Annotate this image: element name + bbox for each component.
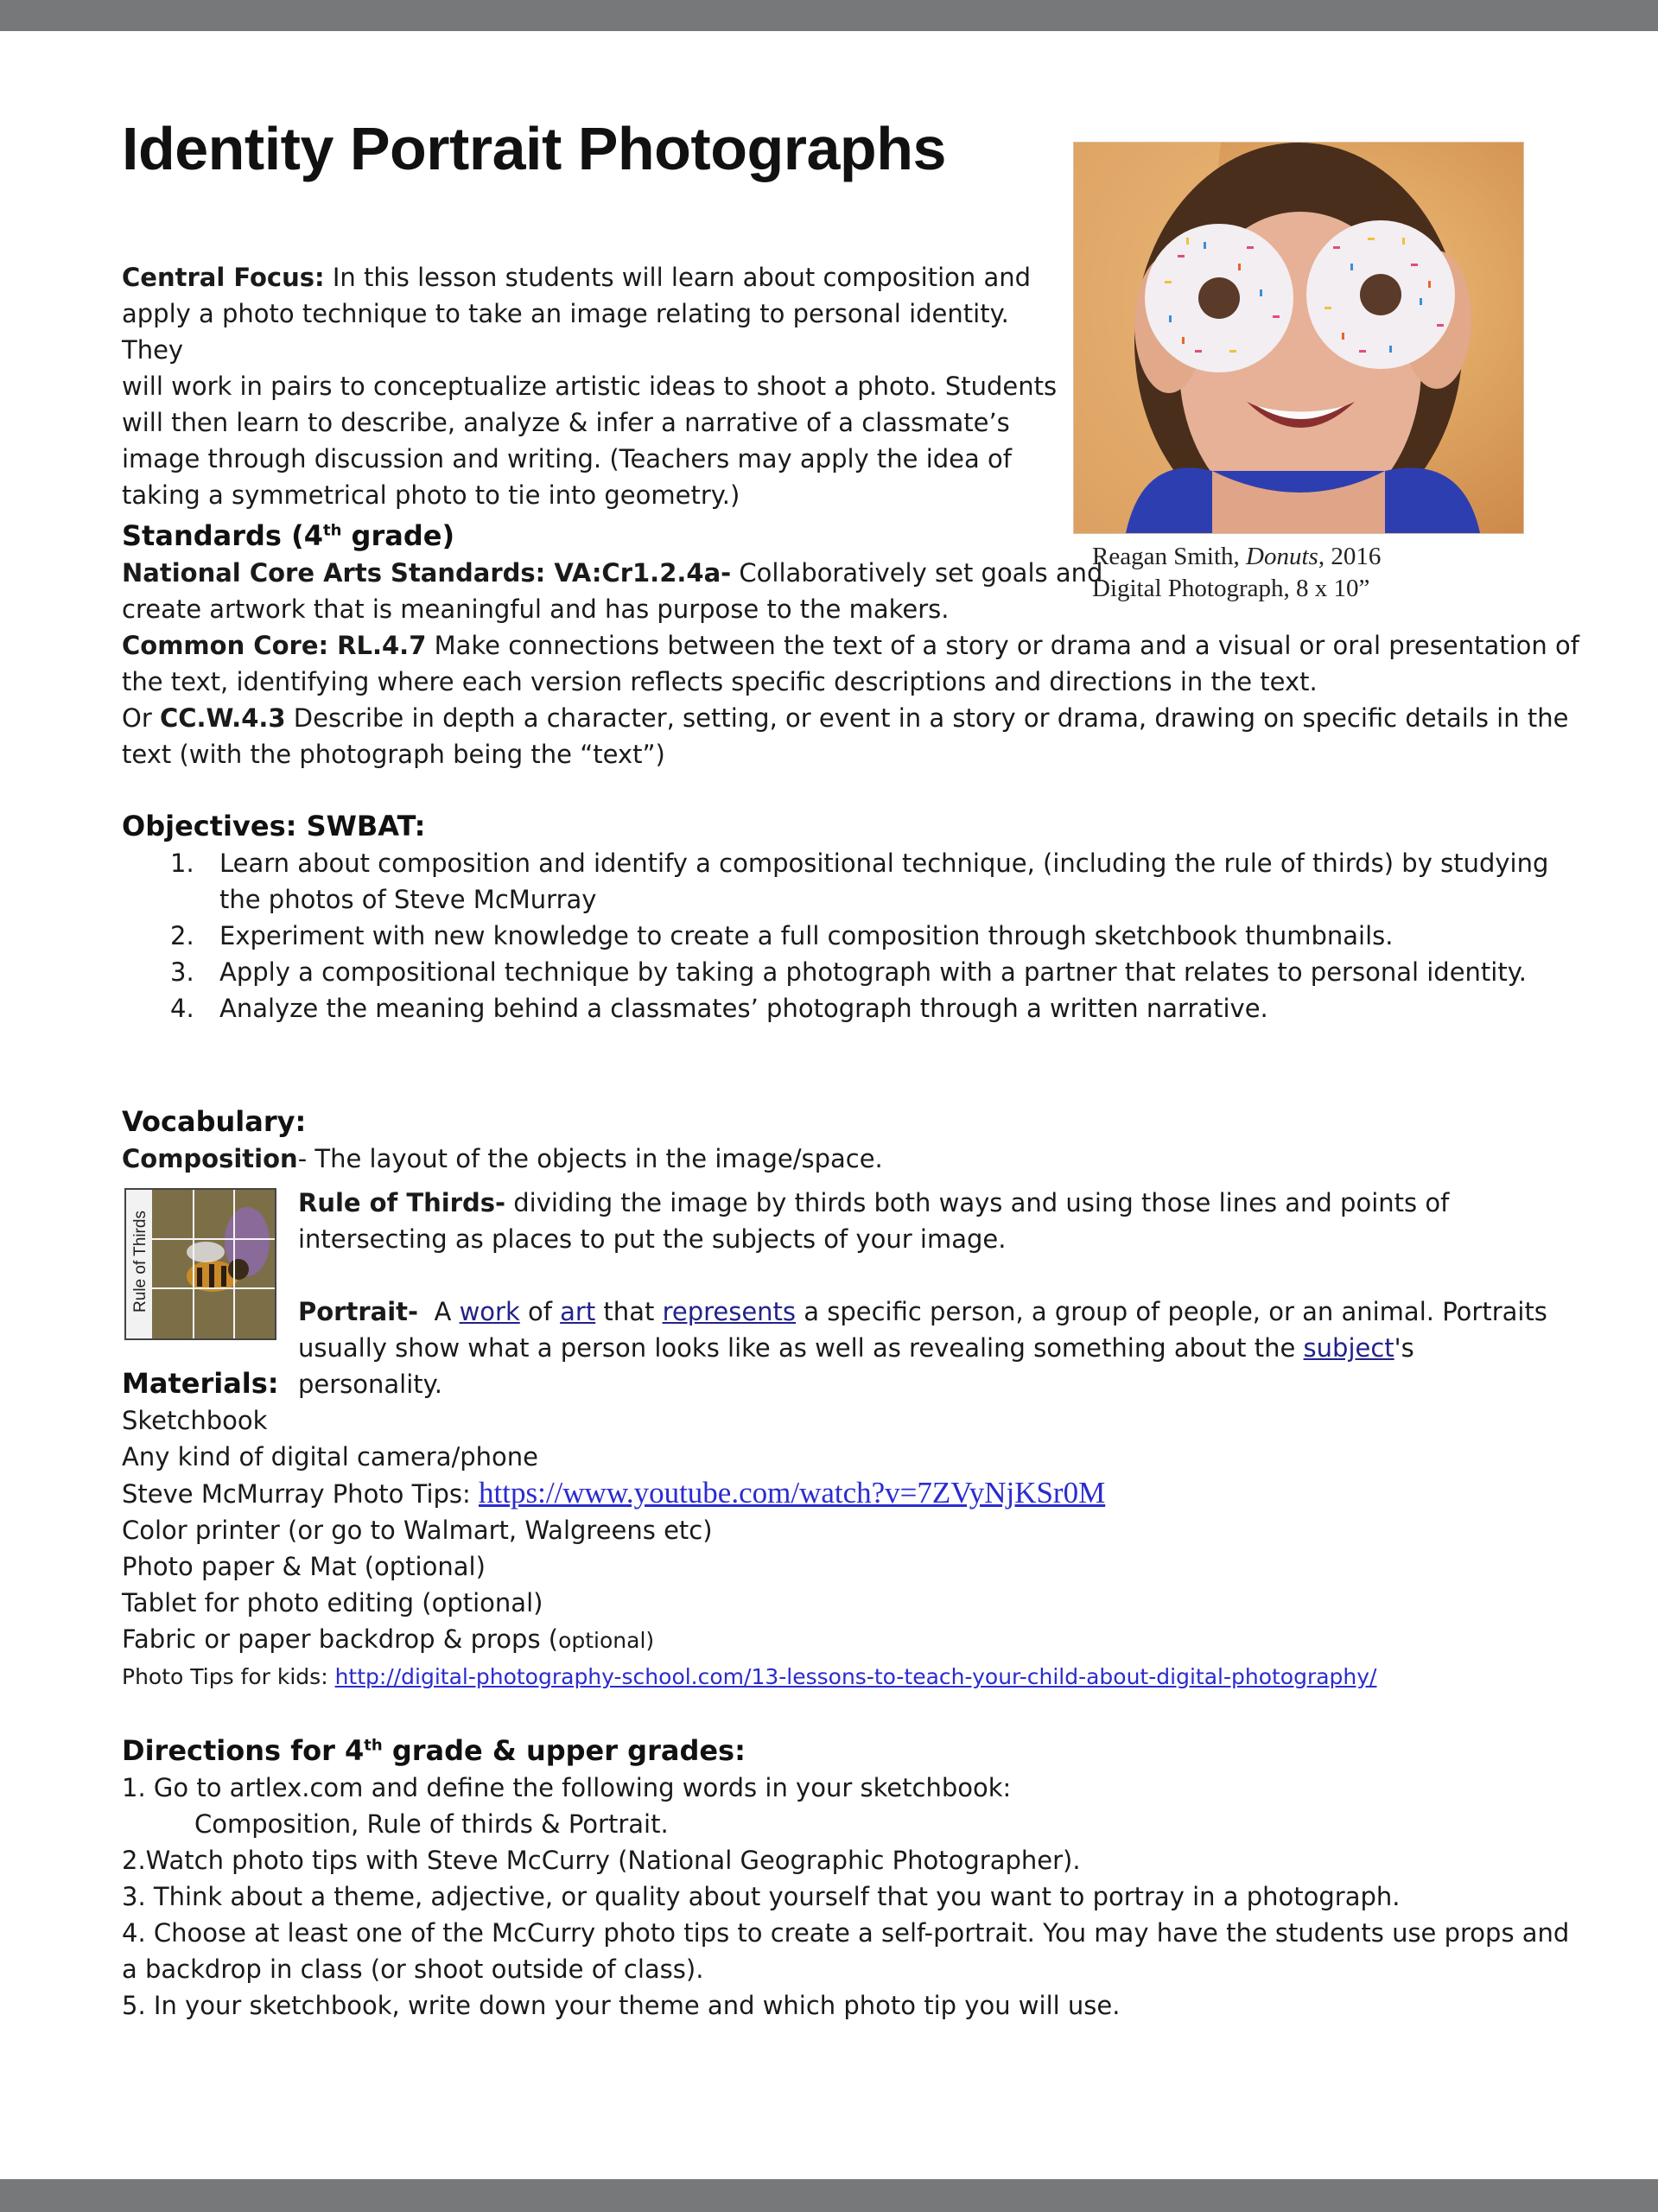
art-link[interactable]: art [560, 1297, 596, 1326]
list-item: Photo Tips for kids: http://digital-photography-school.com/13-lessons-to-teach-your-child-about-digital-photography/ [122, 1664, 1377, 1689]
bee-on-flower-icon [152, 1190, 275, 1338]
rule-of-thirds-definition: Rule of Thirds- dividing the image by thirds both ways and using those lines and points of intersecting as places to put the subjects of your image. [298, 1188, 1450, 1254]
work-link[interactable]: work [459, 1297, 520, 1326]
list-item: 3. Apply a compositional technique by taking a photograph with a partner that relates to personal identity. [170, 957, 1527, 987]
document-page [0, 31, 1658, 2179]
vocabulary-heading: Vocabulary: [122, 1105, 307, 1138]
viewer-bottom-bar [0, 2179, 1658, 2212]
list-item: 4. Choose at least one of the McCurry photo tips to create a self-portrait. You may have the students use props and [122, 1918, 1570, 1948]
list-item: 2.Watch photo tips with Steve McCurry (National Geographic Photographer). [122, 1846, 1081, 1875]
list-item: Tablet for photo editing (optional) [122, 1588, 543, 1618]
list-item: Any kind of digital camera/phone [122, 1442, 538, 1471]
materials-section [122, 1364, 1642, 1695]
central-focus-label: Central Focus: [122, 263, 325, 292]
list-item: Composition, Rule of thirds & Portrait. [194, 1809, 669, 1839]
central-focus: Central Focus: In this lesson students will learn about composition and apply a photo technique to take an image relating to personal identity. They will work in pairs to conceptualize artistic ideas to shoot a photo. Students will then learn to describe, analyze & infer a narrative of a classmate’s image through discussion and writing. (Teachers may apply the idea of taking a symmetrical photo to tie into geometry.) [122, 263, 1058, 510]
youtube-link[interactable]: https://www.youtube.com/watch?v=7ZVyNjKSr0M [479, 1476, 1106, 1510]
portrait-definition: Portrait- A work of art that represents a specific person, a group of people, or an animal. Portraits usually show what a person looks like as well as revealing something about the subject's personality. [298, 1297, 1547, 1399]
materials-heading: Materials: [122, 1367, 279, 1400]
rule-of-thirds-label: Rule of Thirds [126, 1190, 154, 1338]
objectives-section [122, 807, 1591, 1027]
list-item: a backdrop in class (or shoot outside of class). [122, 1955, 704, 1984]
list-item: Color printer (or go to Walmart, Walgreens etc) [122, 1516, 713, 1545]
donut-eyes-photo-icon [1074, 143, 1523, 533]
list-item: Sketchbook [122, 1406, 268, 1435]
standards-section: Standards (4th grade) National Core Arts Standards: VA:Cr1.2.4a- Collaboratively set goals and create artwork that is meaningful and has purpose to the makers. Common Core: RL.4.7 Make connections between the text of a story or drama and a visual or oral presentation of the text, identifying where each version reflects specific descriptions and directions in the text. Or CC.W.4.3 Describe in depth a character, setting, or event in a story or drama, drawing on specific details in the text (with the photograph being the “text”) [122, 517, 1591, 772]
list-item: 1. Learn about composition and identify a compositional technique, (including the rule of thirds) by studying the photos of Steve McMurray [170, 849, 1549, 914]
list-item: 5. In your sketchbook, write down your theme and which photo tip you will use. [122, 1991, 1121, 2020]
list-item: 3. Think about a theme, adjective, or quality about yourself that you want to portray in a photograph. [122, 1882, 1401, 1911]
list-item: Steve McMurray Photo Tips: https://www.youtube.com/watch?v=7ZVyNjKSr0M [122, 1476, 1106, 1510]
viewer-top-bar [0, 0, 1658, 31]
page-title: Identity Portrait Photographs [122, 115, 946, 182]
objectives-heading: Objectives: SWBAT: [122, 810, 426, 842]
list-item: 2. Experiment with new knowledge to create a full composition through sketchbook thumbnails. [170, 921, 1394, 950]
photo-tips-link[interactable]: http://digital-photography-school.com/13-lessons-to-teach-your-child-about-digital-photography/ [334, 1664, 1377, 1689]
subject-link[interactable]: subject [1303, 1333, 1394, 1363]
represents-link[interactable]: represents [662, 1297, 797, 1326]
photo-caption: Reagan Smith, Donuts, 2016 Digital Photograph, 8 x 10” [1092, 543, 1382, 602]
rule-of-thirds-thumbnail [124, 1188, 276, 1340]
donut-eyes-photo [1073, 142, 1524, 534]
list-item: 1. Go to artlex.com and define the following words in your sketchbook: [122, 1773, 1012, 1802]
list-item: Fabric or paper backdrop & props (optional) [122, 1624, 655, 1654]
directions-heading: Directions for 4th grade & upper grades: [122, 1734, 746, 1767]
directions-section [122, 1732, 1642, 2024]
list-item: Photo paper & Mat (optional) [122, 1552, 486, 1581]
vocabulary-section: Vocabulary: Composition- The layout of the objects in the image/space. [122, 1103, 1591, 1177]
list-item: 4. Analyze the meaning behind a classmates’ photograph through a written narrative. [170, 994, 1268, 1023]
standards-heading: Standards (4th grade) [122, 519, 455, 552]
